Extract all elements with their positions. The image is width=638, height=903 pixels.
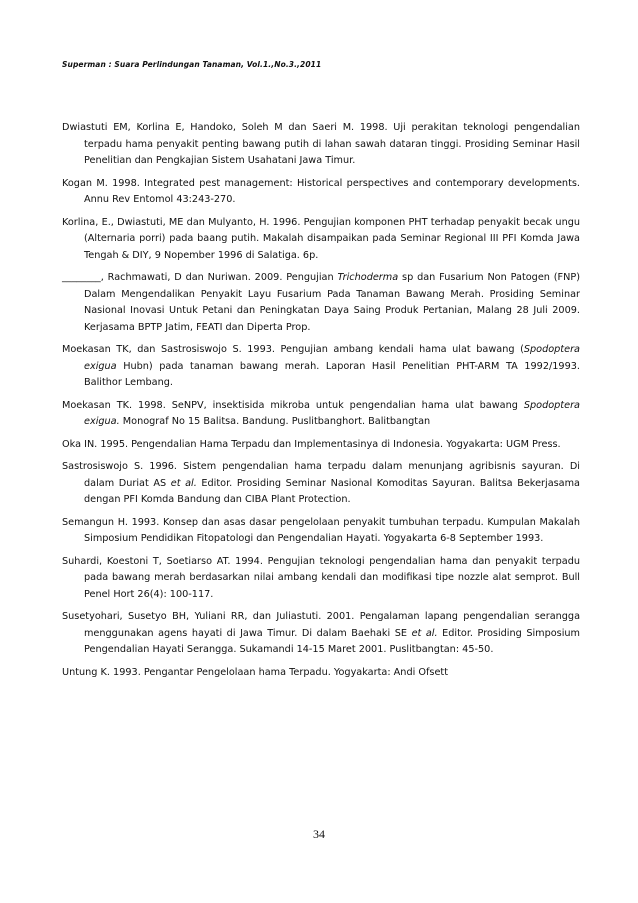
reference-text: Semangun H. 1993. Konsep dan asas dasar pengelolaan penyakit tumbuhan terpadu. Kumpulan Makalah Simposium Pendidikan Fitopatologi dan Pengendalian Hayati. Yogyakarta 6-8 September 1993.: [62, 516, 580, 544]
page-number: 34: [313, 827, 325, 841]
reference-text: Editor. Prosiding Simposium Pengendalian Hayati Serangga. Sukamandi 14-15 Maret 2001. Puslitbangtan: 45-50.: [84, 627, 580, 655]
reference-italic: Spodoptera exigua.: [84, 399, 580, 427]
reference-entry: [62, 120, 580, 170]
reference-text: Sastrosiswojo S. 1996. Sistem pengendalian hama terpadu dalam menunjang agribisnis sayuran. Di dalam Duriat AS: [62, 461, 580, 489]
reference-list: [62, 120, 580, 687]
reference-text: Editor. Prosiding Seminar Nasional Komoditas Sayuran. Balitsa Bekerjasama dengan PFI Komda Bandung dan CIBA Plant Protection.: [84, 477, 580, 505]
running-header: Superman : Suara Perlindungan Tanaman, Vol.1.,No.3.,2011: [62, 60, 322, 69]
reference-italic: Spodoptera exigua: [84, 344, 580, 372]
reference-entry: [62, 270, 580, 336]
reference-text: Moekasan TK, dan Sastrosiswojo S. 1993. Pengujian ambang kendali hama ulat bawang (: [62, 344, 524, 355]
reference-entry: [62, 342, 580, 392]
reference-text: sp dan Fusarium Non Patogen (FNP) Dalam Mengendalikan Penyakit Layu Fusarium Pada Tanaman Bawang Merah. Prosiding Seminar Nasional Inovasi Untuk Petani dan Peningkatan Daya Saing Produk Pertanian, Malang 28 Juli 2009. Kerjasama BPTP Jatim, FEATI dan Diperta Prop.: [84, 272, 581, 333]
reference-text: Susetyohari, Susetyo BH, Yuliani RR, dan Juliastuti. 2001. Pengalaman lapang pengendalian serangga menggunakan agens hayati di Jawa Timur. Di dalam Baehaki SE: [62, 611, 580, 639]
reference-text: Untung K. 1993. Pengantar Pengelolaan hama Terpadu. Yogyakarta: Andi Ofsett: [62, 666, 449, 678]
reference-italic: Trichoderma: [337, 272, 399, 283]
reference-text: Oka IN. 1995. Pengendalian Hama Terpadu dan Implementasinya di Indonesia. Yogyakarta: UGM Press.: [62, 438, 561, 450]
reference-text: Kogan M. 1998. Integrated pest management: Historical perspectives and contemporary developments. Annu Rev Entomol 43:243-270.: [62, 177, 580, 205]
reference-entry: [62, 176, 580, 209]
reference-text: Suhardi, Koestoni T, Soetiarso AT. 1994. Pengujian teknologi pengendalian hama dan penyakit terpadu pada bawang merah berdasarkan nilai ambang kendali dan modifikasi tipe nozzle alat semprot. Bull Penel Hort 26(4): 100-117.: [62, 555, 580, 600]
reference-entry: [62, 437, 580, 454]
reference-italic: et al.: [411, 627, 438, 639]
reference-entry: [62, 459, 580, 509]
reference-text: Korlina, E., Dwiastuti, ME dan Mulyanto, H. 1996. Pengujian komponen PHT terhadap penyakit becak ungu (Alternaria porri) pada baang putih. Makalah disampaikan pada Seminar Regional III PFI Komda Jawa Tengah & DIY, 9 Nopember 1996 di Salatiga. 6p.: [62, 216, 580, 261]
reference-entry: [62, 398, 580, 431]
reference-text: Moekasan TK. 1998. SeNPV, insektisida mikroba untuk pengendalian hama ulat bawang: [62, 399, 524, 411]
reference-text: Monograf No 15 Balitsa. Bandung. Puslitbanghort. Balitbangtan: [119, 416, 431, 427]
reference-entry: [62, 665, 580, 682]
reference-entry: [62, 609, 580, 659]
reference-entry: [62, 215, 580, 265]
reference-text: Dwiastuti EM, Korlina E, Handoko, Soleh M dan Saeri M. 1998. Uji perakitan teknologi pengendalian terpadu hama penyakit penting bawang putih di lahan sawah dataran tinggi. Prosiding Seminar Hasil Penelitian dan Pengkajian Sistem Usahatani Jawa Timur.: [62, 122, 580, 166]
reference-entry: [62, 554, 580, 604]
reference-italic: et al.: [170, 477, 197, 489]
reference-entry: [62, 515, 580, 548]
reference-text: ________, Rachmawati, D dan Nuriwan. 2009. Pengujian: [62, 272, 338, 283]
reference-text: Hubn) pada tanaman bawang merah. Laporan Hasil Penelitian PHT-ARM TA 1992/1993. Balithor Lembang.: [84, 360, 580, 388]
